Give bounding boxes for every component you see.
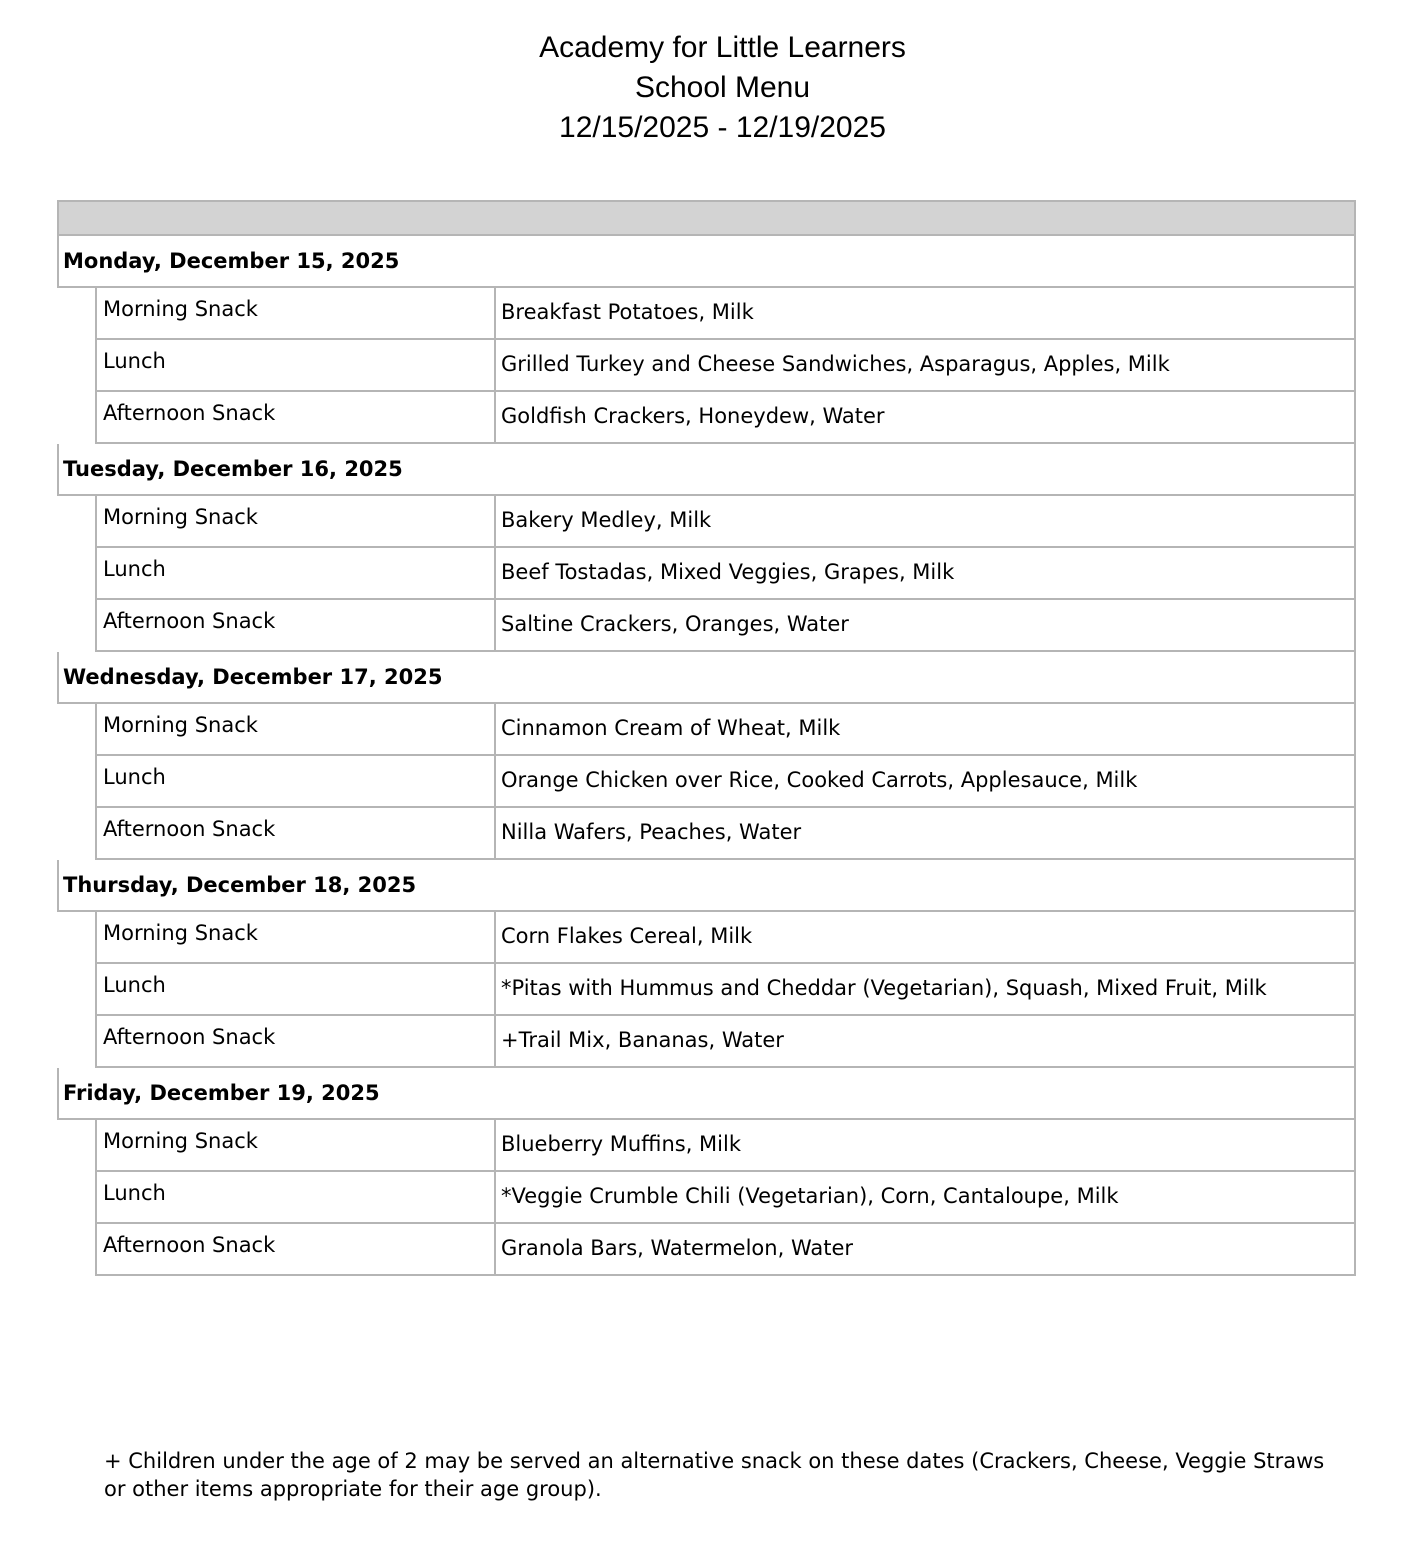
meal-row bbox=[95, 1120, 1356, 1172]
meal-label: Morning Snack bbox=[97, 912, 496, 962]
meal-label: Morning Snack bbox=[97, 288, 496, 338]
meal-row bbox=[95, 1172, 1356, 1224]
meal-row bbox=[95, 600, 1356, 652]
day-heading: Friday, December 19, 2025 bbox=[57, 1068, 1356, 1120]
meal-label: Afternoon Snack bbox=[97, 1016, 496, 1066]
meal-row bbox=[95, 1016, 1356, 1068]
meal-items: Grilled Turkey and Cheese Sandwiches, Asparagus, Apples, Milk bbox=[501, 352, 1170, 376]
meal-items: *Pitas with Hummus and Cheddar (Vegetarian), Squash, Mixed Fruit, Milk bbox=[501, 976, 1267, 1000]
meal-label: Morning Snack bbox=[97, 1120, 496, 1170]
date-range: 12/15/2025 - 12/19/2025 bbox=[559, 111, 886, 144]
table-header-bar bbox=[57, 200, 1356, 236]
meal-row bbox=[95, 964, 1356, 1016]
meal-label: Lunch bbox=[97, 340, 496, 390]
day-heading: Wednesday, December 17, 2025 bbox=[57, 652, 1356, 704]
menu-table bbox=[57, 200, 1356, 1276]
meal-row bbox=[95, 288, 1356, 340]
day-heading: Thursday, December 18, 2025 bbox=[57, 860, 1356, 912]
meal-row bbox=[95, 756, 1356, 808]
meal-label: Afternoon Snack bbox=[97, 808, 496, 858]
meal-items: Corn Flakes Cereal, Milk bbox=[501, 924, 753, 948]
document-title: School Menu bbox=[634, 71, 811, 104]
meal-items: Granola Bars, Watermelon, Water bbox=[501, 1236, 854, 1260]
document-header bbox=[0, 28, 1427, 148]
school-name: Academy for Little Learners bbox=[539, 31, 906, 64]
meal-row bbox=[95, 392, 1356, 444]
meal-items: Orange Chicken over Rice, Cooked Carrots, Applesauce, Milk bbox=[501, 768, 1138, 792]
meal-row bbox=[95, 548, 1356, 600]
meal-items: Nilla Wafers, Peaches, Water bbox=[501, 820, 802, 844]
footnote: + Children under the age of 2 may be served an alternative snack on these dates (Crackers, Cheese, Veggie Straws or other items appropriate for their age group). bbox=[104, 1449, 1325, 1501]
day-heading: Monday, December 15, 2025 bbox=[57, 236, 1356, 288]
meal-items: Blueberry Muffins, Milk bbox=[501, 1132, 742, 1156]
meal-items: Saltine Crackers, Oranges, Water bbox=[501, 612, 849, 636]
meal-label: Afternoon Snack bbox=[97, 1224, 496, 1274]
meal-items: Bakery Medley, Milk bbox=[501, 508, 712, 532]
meal-label: Lunch bbox=[97, 964, 496, 1014]
meal-row bbox=[95, 808, 1356, 860]
meal-items: Beef Tostadas, Mixed Veggies, Grapes, Milk bbox=[501, 560, 955, 584]
meal-items: Goldfish Crackers, Honeydew, Water bbox=[501, 404, 885, 428]
meal-row bbox=[95, 340, 1356, 392]
meal-label: Morning Snack bbox=[97, 704, 496, 754]
day-heading: Tuesday, December 16, 2025 bbox=[57, 444, 1356, 496]
meal-items: Breakfast Potatoes, Milk bbox=[501, 300, 754, 324]
meal-label: Lunch bbox=[97, 548, 496, 598]
meal-label: Afternoon Snack bbox=[97, 600, 496, 650]
meal-row bbox=[95, 704, 1356, 756]
meal-items: Cinnamon Cream of Wheat, Milk bbox=[501, 716, 841, 740]
meal-row bbox=[95, 912, 1356, 964]
meal-row bbox=[95, 1224, 1356, 1276]
meal-label: Afternoon Snack bbox=[97, 392, 496, 442]
meal-items: +Trail Mix, Bananas, Water bbox=[501, 1028, 784, 1052]
meal-label: Lunch bbox=[97, 1172, 496, 1222]
meal-label: Lunch bbox=[97, 756, 496, 806]
meal-row bbox=[95, 496, 1356, 548]
meal-label: Morning Snack bbox=[97, 496, 496, 546]
meal-items: *Veggie Crumble Chili (Vegetarian), Corn, Cantaloupe, Milk bbox=[501, 1184, 1119, 1208]
